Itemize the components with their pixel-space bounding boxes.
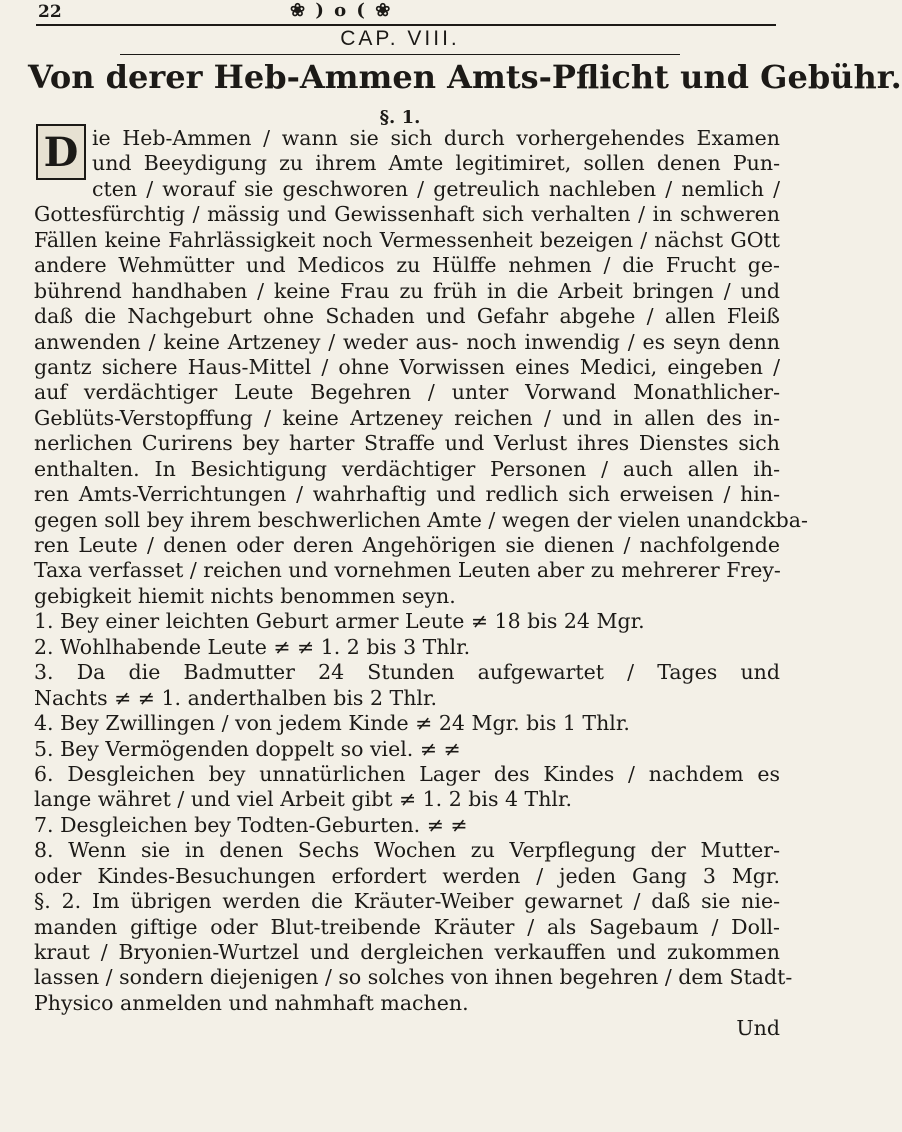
text-line: 7. Desgleichen bey Todten-Geburten. ≠ ≠ (34, 812, 468, 837)
text-line: ie Heb-Ammen / wann sie sich durch vorhergehendes Examen (92, 126, 780, 150)
text-line: 2. Wohlhabende Leute ≠ ≠ 1. 2 bis 3 Thlr. (34, 634, 471, 659)
text-line: 1. Bey einer leichten Geburt armer Leute ≠ 18 bis 24 Mgr. (34, 609, 645, 634)
head-rule (36, 24, 776, 26)
body-text (34, 126, 808, 1042)
chapter-title: Von derer Heb-Ammen Amts-Pflicht und Gebühr. (28, 58, 902, 96)
text-line: 5. Bey Vermögenden doppelt so viel. ≠ ≠ (34, 736, 461, 761)
text-line: oder Kindes-Besuchungen erfordert werden / jeden Gang 3 Mgr. (34, 863, 780, 888)
text-line: Fällen keine Fahrlässigkeit noch Vermessenheit bezeigen / nächst GOtt (34, 227, 780, 252)
text-line: nerlichen Curirens bey harter Straffe und Verlust ihres Dienstes sich (34, 431, 780, 456)
text-line: enthalten. In Besichtigung verdächtiger Personen / auch allen ih- (34, 456, 780, 481)
text-line: 8. Wenn sie in denen Sechs Wochen zu Verpflegung der Mutter- (34, 838, 780, 863)
text-line: Nachts ≠ ≠ 1. anderthalben bis 2 Thlr. (34, 685, 438, 710)
text-line: und Beeydigung zu ihrem Amte legitimiret, sollen denen Pun- (92, 151, 780, 176)
text-line: auf verdächtiger Leute Begehren / unter Vorwand Monathlicher- (34, 380, 780, 405)
text-line: ren Leute / denen oder deren Angehörigen sie dienen / nachfolgende (34, 533, 780, 557)
text-line: cten / worauf sie geschworen / getreulich nachleben / nemlich / (92, 176, 780, 201)
text-line: kraut / Bryonien-Wurtzel und dergleichen verkauffen und zukommen (34, 940, 780, 964)
text-line: 6. Desgleichen bey unnatürlichen Lager des Kindes / nachdem es (34, 761, 780, 786)
text-line: lange währet / und viel Arbeit gibt ≠ 1. 2 bis 4 Thlr. (34, 787, 573, 812)
running-head (0, 0, 800, 26)
text-line: daß die Nachgeburt ohne Schaden und Gefahr abgehe / allen Fleiß (34, 304, 780, 329)
chapter-heading: CAP. VIII. (340, 27, 460, 50)
text-line: 3. Da die Badmutter 24 Stunden aufgewartet / Tages und (34, 660, 780, 685)
text-line: anwenden / keine Artzeney / weder aus- noch inwendig / es seyn denn (34, 329, 780, 354)
page-number: 22 (38, 2, 62, 22)
section-number: §. 1. (379, 107, 421, 128)
text-line: bührend handhaben / keine Frau zu früh in die Arbeit bringen / und (34, 278, 780, 303)
text-line: manden giftige oder Blut-treibende Kräuter / als Sagebaum / Doll- (34, 914, 780, 939)
text-line: Physico anmelden und nahmhaft machen. (34, 990, 469, 1015)
text-line: gegen soll bey ihrem beschwerlichen Amte / wegen der vielen unandckba- (34, 507, 808, 532)
text-line: Geblüts-Verstopffung / keine Artzeney reichen / und in allen des in- (34, 405, 780, 430)
text-line: gantz sichere Haus-Mittel / ohne Vorwissen eines Medici, eingeben / (34, 354, 780, 379)
drop-cap: D (36, 124, 86, 180)
chapter-rule (120, 54, 680, 55)
text-line: lassen / sondern diejenigen / so solches von ihnen begehren / dem Stadt- (34, 965, 793, 990)
text-line: Gottesfürchtig / mässig und Gewissenhaft sich verhalten / in schweren (34, 202, 780, 227)
text-line: ren Amts-Verrichtungen / wahrhaftig und redlich sich erweisen / hin- (34, 482, 780, 507)
text-line: andere Wehmütter und Medicos zu Hülffe nehmen / die Frucht ge- (34, 253, 780, 278)
text-line: §. 2. Im übrigen werden die Kräuter-Weiber gewarnet / daß sie nie- (34, 889, 780, 914)
head-ornament: ❀ ) o ( ❀ (290, 0, 393, 21)
text-line: 4. Bey Zwillingen / von jedem Kinde ≠ 24 Mgr. bis 1 Thlr. (34, 711, 630, 736)
catchword: Und (736, 1016, 780, 1041)
text-line: gebigkeit hiemit nichts benommen seyn. (34, 583, 456, 608)
text-line: Taxa verfasset / reichen und vornehmen Leuten aber zu mehrerer Frey- (34, 558, 781, 583)
